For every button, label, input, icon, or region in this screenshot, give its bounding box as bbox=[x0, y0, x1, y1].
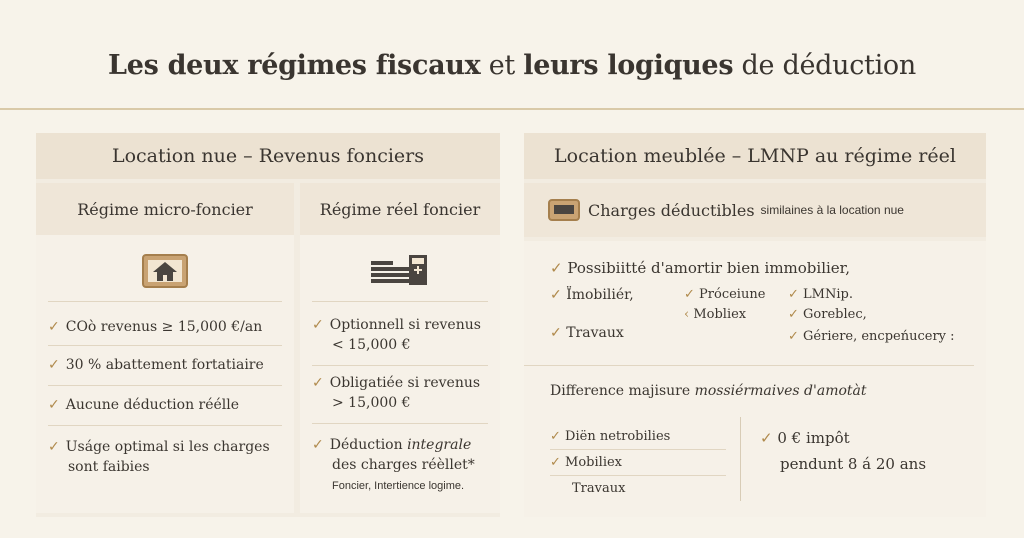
check-icon: ✓ bbox=[788, 287, 799, 302]
chevron-left-icon: ‹ bbox=[684, 307, 690, 322]
location-meublee-header: Location meublée – LMNP au régime réel bbox=[524, 133, 986, 179]
check-icon: ✓ bbox=[48, 397, 60, 413]
difference-label: Difference majisure mossiérmaives d'amotàt bbox=[550, 383, 867, 399]
list-item: ✓ Travaux bbox=[550, 325, 624, 341]
check-icon: ✓ bbox=[684, 287, 695, 302]
list-item: ✓ Optionnell si revenus < 15,000 € bbox=[312, 317, 481, 353]
list-item: ‹ Mobliex bbox=[684, 307, 747, 322]
check-icon: ✓ bbox=[312, 375, 324, 391]
check-icon: ✓ bbox=[788, 329, 799, 344]
reel-foncier-header: Régime réel foncier bbox=[300, 183, 500, 235]
house-icon bbox=[142, 254, 188, 288]
list-item: ✓ LMNip. bbox=[788, 287, 853, 302]
list-item: ✓ Diën netrobilies bbox=[550, 429, 671, 444]
list-item: ✓ Mobiliex bbox=[550, 455, 623, 470]
title-divider bbox=[0, 108, 1024, 110]
check-icon: ✓ bbox=[550, 429, 561, 444]
check-icon: ✓ bbox=[48, 357, 60, 373]
duree-value: pendunt 8 á 20 ans bbox=[780, 455, 927, 473]
list-item: ✓ Uságe optimal si les charges sont faibies bbox=[48, 439, 270, 475]
check-icon: ✓ bbox=[550, 259, 563, 277]
list-item: ✓ Gériere, encpeńucery : bbox=[788, 329, 955, 344]
list-item: ✓ COò revenus ≥ 15,000 €/an bbox=[48, 319, 263, 335]
check-icon: ✓ bbox=[312, 317, 324, 333]
amortissement-section bbox=[524, 241, 986, 517]
list-item: ✓ Ïmobiliér, bbox=[550, 287, 634, 303]
list-item: ✓ Déduction integrale des charges réèllet* Foncier, Intertience logime. bbox=[312, 437, 475, 492]
check-icon: ✓ bbox=[312, 437, 324, 453]
check-icon: ✓ bbox=[760, 429, 773, 447]
page-title: Les deux régimes fiscaux et leurs logiques de déduction bbox=[108, 50, 916, 81]
wallet-icon bbox=[548, 199, 580, 221]
check-icon: ✓ bbox=[48, 319, 60, 335]
list-item: ✓ Próceiune bbox=[684, 287, 766, 302]
calculator-icon bbox=[369, 253, 431, 289]
list-item: ✓ Aucune déduction réélle bbox=[48, 397, 240, 413]
location-meublee-panel bbox=[524, 133, 986, 517]
micro-foncier-header: Régime micro-foncier bbox=[36, 183, 294, 235]
check-icon: ✓ bbox=[550, 325, 562, 341]
list-item: ✓ Goreblec, bbox=[788, 307, 867, 322]
list-item: ✓ Possibiitté d'amortir bien immobilier, bbox=[550, 259, 850, 277]
check-icon: ✓ bbox=[550, 287, 562, 303]
micro-foncier-column bbox=[36, 183, 294, 513]
location-nue-panel bbox=[36, 133, 500, 517]
check-icon: ✓ bbox=[788, 307, 799, 322]
reel-foncier-column bbox=[300, 183, 500, 513]
check-icon: ✓ bbox=[48, 439, 60, 455]
location-nue-header: Location nue – Revenus fonciers bbox=[36, 133, 500, 179]
impot-value: ✓ 0 € impôt bbox=[760, 429, 850, 447]
list-item: Travaux bbox=[572, 481, 626, 496]
check-icon: ✓ bbox=[550, 455, 561, 470]
list-item: ✓ 30 % abattement fortatiaire bbox=[48, 357, 264, 373]
charges-deductibles-banner: Charges déductibles similaines à la location nue bbox=[524, 183, 986, 237]
list-item: ✓ Obligatiée si revenus > 15,000 € bbox=[312, 375, 481, 411]
